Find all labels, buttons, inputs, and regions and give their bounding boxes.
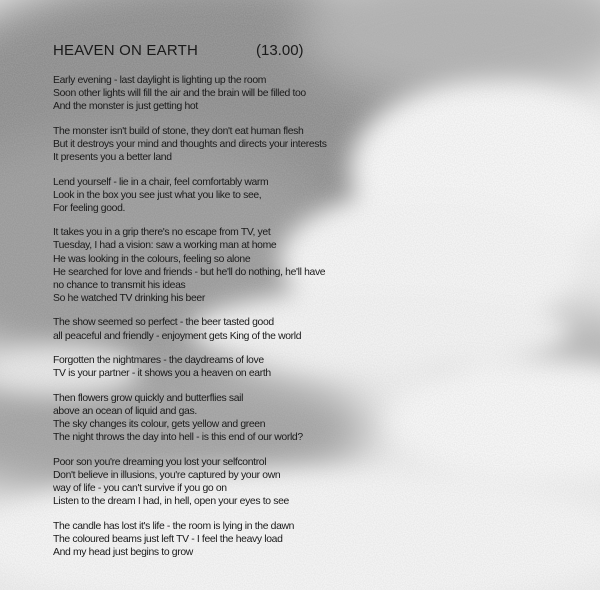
- lyric-line: Tuesday, I had a vision: saw a working man at home: [53, 240, 277, 252]
- lyric-line: Poor son you're dreaming you lost your selfcontrol: [53, 456, 267, 468]
- lyric-line: The sky changes its colour, gets yellow and green: [53, 418, 266, 430]
- lyric-line: Lend yourself - lie in a chair, feel comfortably warm: [53, 176, 269, 188]
- lyric-line: way of life - you can't survive if you go on: [53, 482, 227, 494]
- title-row: [53, 42, 573, 64]
- lyric-line: It takes you in a grip there's no escape from TV, yet: [53, 227, 271, 239]
- lyric-line: He was looking in the colours, feeling so alone: [53, 253, 251, 265]
- song-duration: (13.00): [256, 42, 304, 59]
- lyric-line: He searched for love and friends - but he'll do nothing, he'll have: [53, 266, 326, 278]
- stanza: [53, 74, 573, 113]
- lyric-line: So he watched TV drinking his beer: [53, 292, 205, 304]
- lyric-line: Look in the box you see just what you like to see,: [53, 189, 262, 201]
- lyric-line: Soon other lights will fill the air and the brain will be filled too: [53, 88, 306, 100]
- lyric-line: And the monster is just getting hot: [53, 101, 198, 113]
- lyric-line: The night throws the day into hell - is this end of our world?: [53, 432, 303, 444]
- lyric-line: Early evening - last daylight is lighting up the room: [53, 75, 267, 86]
- lyric-line: no chance to transmit his ideas: [53, 279, 186, 291]
- lyric-line: The candle has lost it's life - the room is lying in the dawn: [53, 520, 295, 532]
- lyric-line: It presents you a better land: [53, 151, 172, 163]
- lyric-line: Don't believe in illusions, you're captured by your own: [53, 469, 281, 481]
- song-title: HEAVEN ON EARTH: [53, 42, 198, 59]
- stanza: [53, 316, 573, 342]
- lyric-line: The coloured beams just left TV - I feel the heavy load: [53, 533, 283, 545]
- lyric-line: all peaceful and friendly - enjoyment gets King of the world: [53, 330, 302, 342]
- stanza: [53, 392, 573, 444]
- lyric-line: above an ocean of liquid and gas.: [53, 405, 197, 417]
- lyric-line: Listen to the dream I had, in hell, open your eyes to see: [53, 495, 289, 507]
- lyric-line: TV is your partner - it shows you a heaven on earth: [53, 368, 271, 380]
- stanza: [53, 226, 573, 305]
- lyric-line: For feeling good.: [53, 202, 126, 214]
- stanza: [53, 125, 573, 164]
- stanza: [53, 456, 573, 508]
- lyrics-sheet: [53, 42, 573, 570]
- lyric-line: The show seemed so perfect - the beer tasted good: [53, 317, 274, 329]
- stanza: [53, 520, 573, 559]
- lyric-line: But it destroys your mind and thoughts and directs your interests: [53, 138, 327, 150]
- stanza: [53, 176, 573, 215]
- lyric-line: Then flowers grow quickly and butterflies sail: [53, 392, 244, 404]
- stanza: [53, 354, 573, 380]
- lyric-line: The monster isn't build of stone, they don't eat human flesh: [53, 125, 304, 137]
- lyric-line: Forgotten the nightmares - the daydreams of love: [53, 355, 264, 367]
- lyric-line: And my head just begins to grow: [53, 546, 193, 558]
